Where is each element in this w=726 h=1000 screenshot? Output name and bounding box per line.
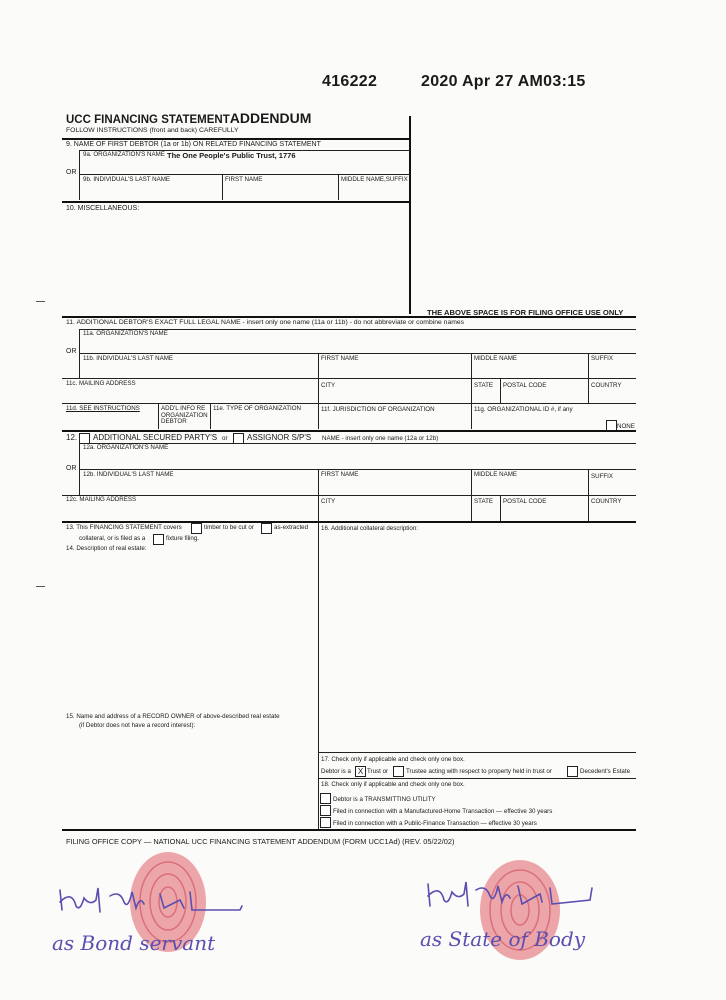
left-signature-block bbox=[40, 850, 300, 970]
item11-middle-label: MIDDLE NAME bbox=[474, 355, 517, 362]
trust-checkbox[interactable]: X bbox=[355, 766, 366, 777]
debtor-organization-name: The One People's Public Trust, 1776 bbox=[167, 151, 296, 160]
item16-label: 16. Additional collateral description: bbox=[321, 525, 418, 532]
filing-number: 416222 bbox=[322, 73, 378, 90]
item18-opt2: Filed in connection with a Manufactured-Home Transaction — effective 30 years bbox=[333, 808, 553, 815]
item12b-label: 12b. INDIVIDUAL'S LAST NAME bbox=[83, 471, 174, 478]
transmitting-utility-checkbox[interactable] bbox=[320, 793, 331, 804]
item11-label: 11. ADDITIONAL DEBTOR'S EXACT FULL LEGAL NAME - insert only one name (11a or 11b) - do not abbreviate or combine names bbox=[66, 319, 465, 326]
item12-or-word: or bbox=[222, 435, 228, 442]
item10-label: 10. MISCELLANEOUS: bbox=[66, 205, 140, 212]
item11-addl-info-label: ADD'L INFO RE ORGANIZATION DEBTOR bbox=[161, 405, 208, 425]
as-extracted-checkbox[interactable] bbox=[261, 523, 272, 534]
item17-decedent: Decedent's Estate bbox=[580, 768, 631, 775]
public-finance-checkbox[interactable] bbox=[320, 817, 331, 828]
left-signature-caption: as Bond servant bbox=[52, 931, 216, 955]
form-title-addendum: ADDENDUM bbox=[229, 110, 312, 126]
item13-text-b: timber to be cut or bbox=[204, 524, 254, 531]
item12-assignor-label: ASSIGNOR S/P'S bbox=[247, 433, 312, 442]
item12-num: 12. bbox=[66, 433, 78, 442]
item11b-label: 11b. INDIVIDUAL'S LAST NAME bbox=[83, 355, 174, 362]
item11-city-label: CITY bbox=[321, 382, 336, 389]
item12-suffix-label: SUFFIX bbox=[591, 473, 614, 480]
right-signature-caption: as State of Body bbox=[420, 927, 586, 951]
item9a-label: 9a. ORGANIZATION'S NAME bbox=[83, 151, 165, 158]
item9b-label: 9b. INDIVIDUAL'S LAST NAME bbox=[83, 176, 171, 183]
item12c-label: 12c. MAILING ADDRESS bbox=[66, 496, 137, 503]
item13-text-a: 13. This FINANCING STATEMENT covers bbox=[66, 524, 182, 531]
item12-or: OR bbox=[66, 465, 77, 472]
item12a-label: 12a. ORGANIZATION'S NAME bbox=[83, 444, 169, 451]
item18-opt1: Debtor is a TRANSMITTING UTILITY bbox=[333, 796, 436, 803]
trustee-checkbox[interactable] bbox=[393, 766, 404, 777]
item12-name-note: NAME - insert only one name (12a or 12b) bbox=[322, 435, 439, 442]
manufactured-home-checkbox[interactable] bbox=[320, 805, 331, 816]
item11-or: OR bbox=[66, 348, 77, 355]
item11g-label: 11g. ORGANIZATIONAL ID #, if any bbox=[474, 406, 573, 413]
item11d-label: 11d. SEE INSTRUCTIONS bbox=[66, 405, 140, 412]
item17-debtor-is-a: Debtor is a bbox=[321, 768, 351, 775]
decedent-checkbox[interactable] bbox=[567, 766, 578, 777]
item11-country-label: COUNTRY bbox=[591, 382, 622, 389]
item12-state-label: STATE bbox=[474, 498, 494, 505]
item11a-label: 11a. ORGANIZATION'S NAME bbox=[83, 330, 168, 337]
item9-first-label: FIRST NAME bbox=[225, 176, 263, 183]
right-signature-block bbox=[410, 850, 670, 970]
item15-line1: 15. Name and address of a RECORD OWNER of above-described real estate bbox=[66, 713, 280, 720]
none-label: NONE bbox=[617, 423, 635, 430]
item9-middle-label: MIDDLE NAME,SUFFIX bbox=[341, 176, 408, 183]
item12-first-label: FIRST NAME bbox=[321, 471, 359, 478]
item11-state-label: STATE bbox=[474, 382, 494, 389]
timber-checkbox[interactable] bbox=[191, 523, 202, 534]
form-title bbox=[66, 110, 311, 128]
item12-secured-label: ADDITIONAL SECURED PARTY'S bbox=[93, 433, 218, 442]
item11c-label: 11c. MAILING ADDRESS bbox=[66, 380, 136, 387]
item11e-label: 11e. TYPE OF ORGANIZATION bbox=[213, 405, 302, 412]
item12-city-label: CITY bbox=[321, 498, 336, 505]
item15-line2: (if Debtor does not have a record interest): bbox=[79, 722, 196, 729]
item18-label: 18. Check only if applicable and check only one box. bbox=[321, 781, 465, 788]
item13-text-d: collateral, or is filed as a bbox=[79, 535, 146, 542]
office-use-label: THE ABOVE SPACE IS FOR FILING OFFICE USE ONLY bbox=[427, 308, 624, 317]
item11-postal-label: POSTAL CODE bbox=[503, 382, 547, 389]
item14-label: 14. Description of real estate: bbox=[66, 545, 147, 552]
instructions-line: FOLLOW INSTRUCTIONS (front and back) CAREFULLY bbox=[66, 127, 239, 134]
item18-opt3: Filed in connection with a Public-Finance Transaction — effective 30 years bbox=[333, 820, 537, 827]
item17-trustee: Trustee acting with respect to property held in trust or bbox=[406, 768, 552, 775]
item17-trust: Trust or bbox=[367, 768, 389, 775]
form-footer: FILING OFFICE COPY — NATIONAL UCC FINANCING STATEMENT ADDENDUM (FORM UCC1Ad) (REV. 05/22/02) bbox=[66, 837, 455, 846]
item9-or: OR bbox=[66, 169, 77, 176]
item12-middle-label: MIDDLE NAME bbox=[474, 471, 517, 478]
item11-first-label: FIRST NAME bbox=[321, 355, 359, 362]
form-title-main: UCC FINANCING STATEMENT bbox=[66, 114, 230, 126]
filing-datetime: 2020 Apr 27 AM03:15 bbox=[421, 73, 586, 90]
item12-country-label: COUNTRY bbox=[591, 498, 622, 505]
item9-label: 9. NAME OF FIRST DEBTOR (1a or 1b) ON RELATED FINANCING STATEMENT bbox=[66, 141, 321, 148]
item12-postal-label: POSTAL CODE bbox=[503, 498, 547, 505]
fixture-filing-checkbox[interactable] bbox=[153, 534, 164, 545]
item13-text-c: as-extracted bbox=[274, 524, 309, 531]
item11f-label: 11f. JURISDICTION OF ORGANIZATION bbox=[321, 406, 435, 413]
item17-label: 17. Check only if applicable and check only one box. bbox=[321, 756, 465, 763]
item11-suffix-label: SUFFIX bbox=[591, 355, 614, 362]
item13-text-e: fixture filing. bbox=[166, 535, 200, 542]
